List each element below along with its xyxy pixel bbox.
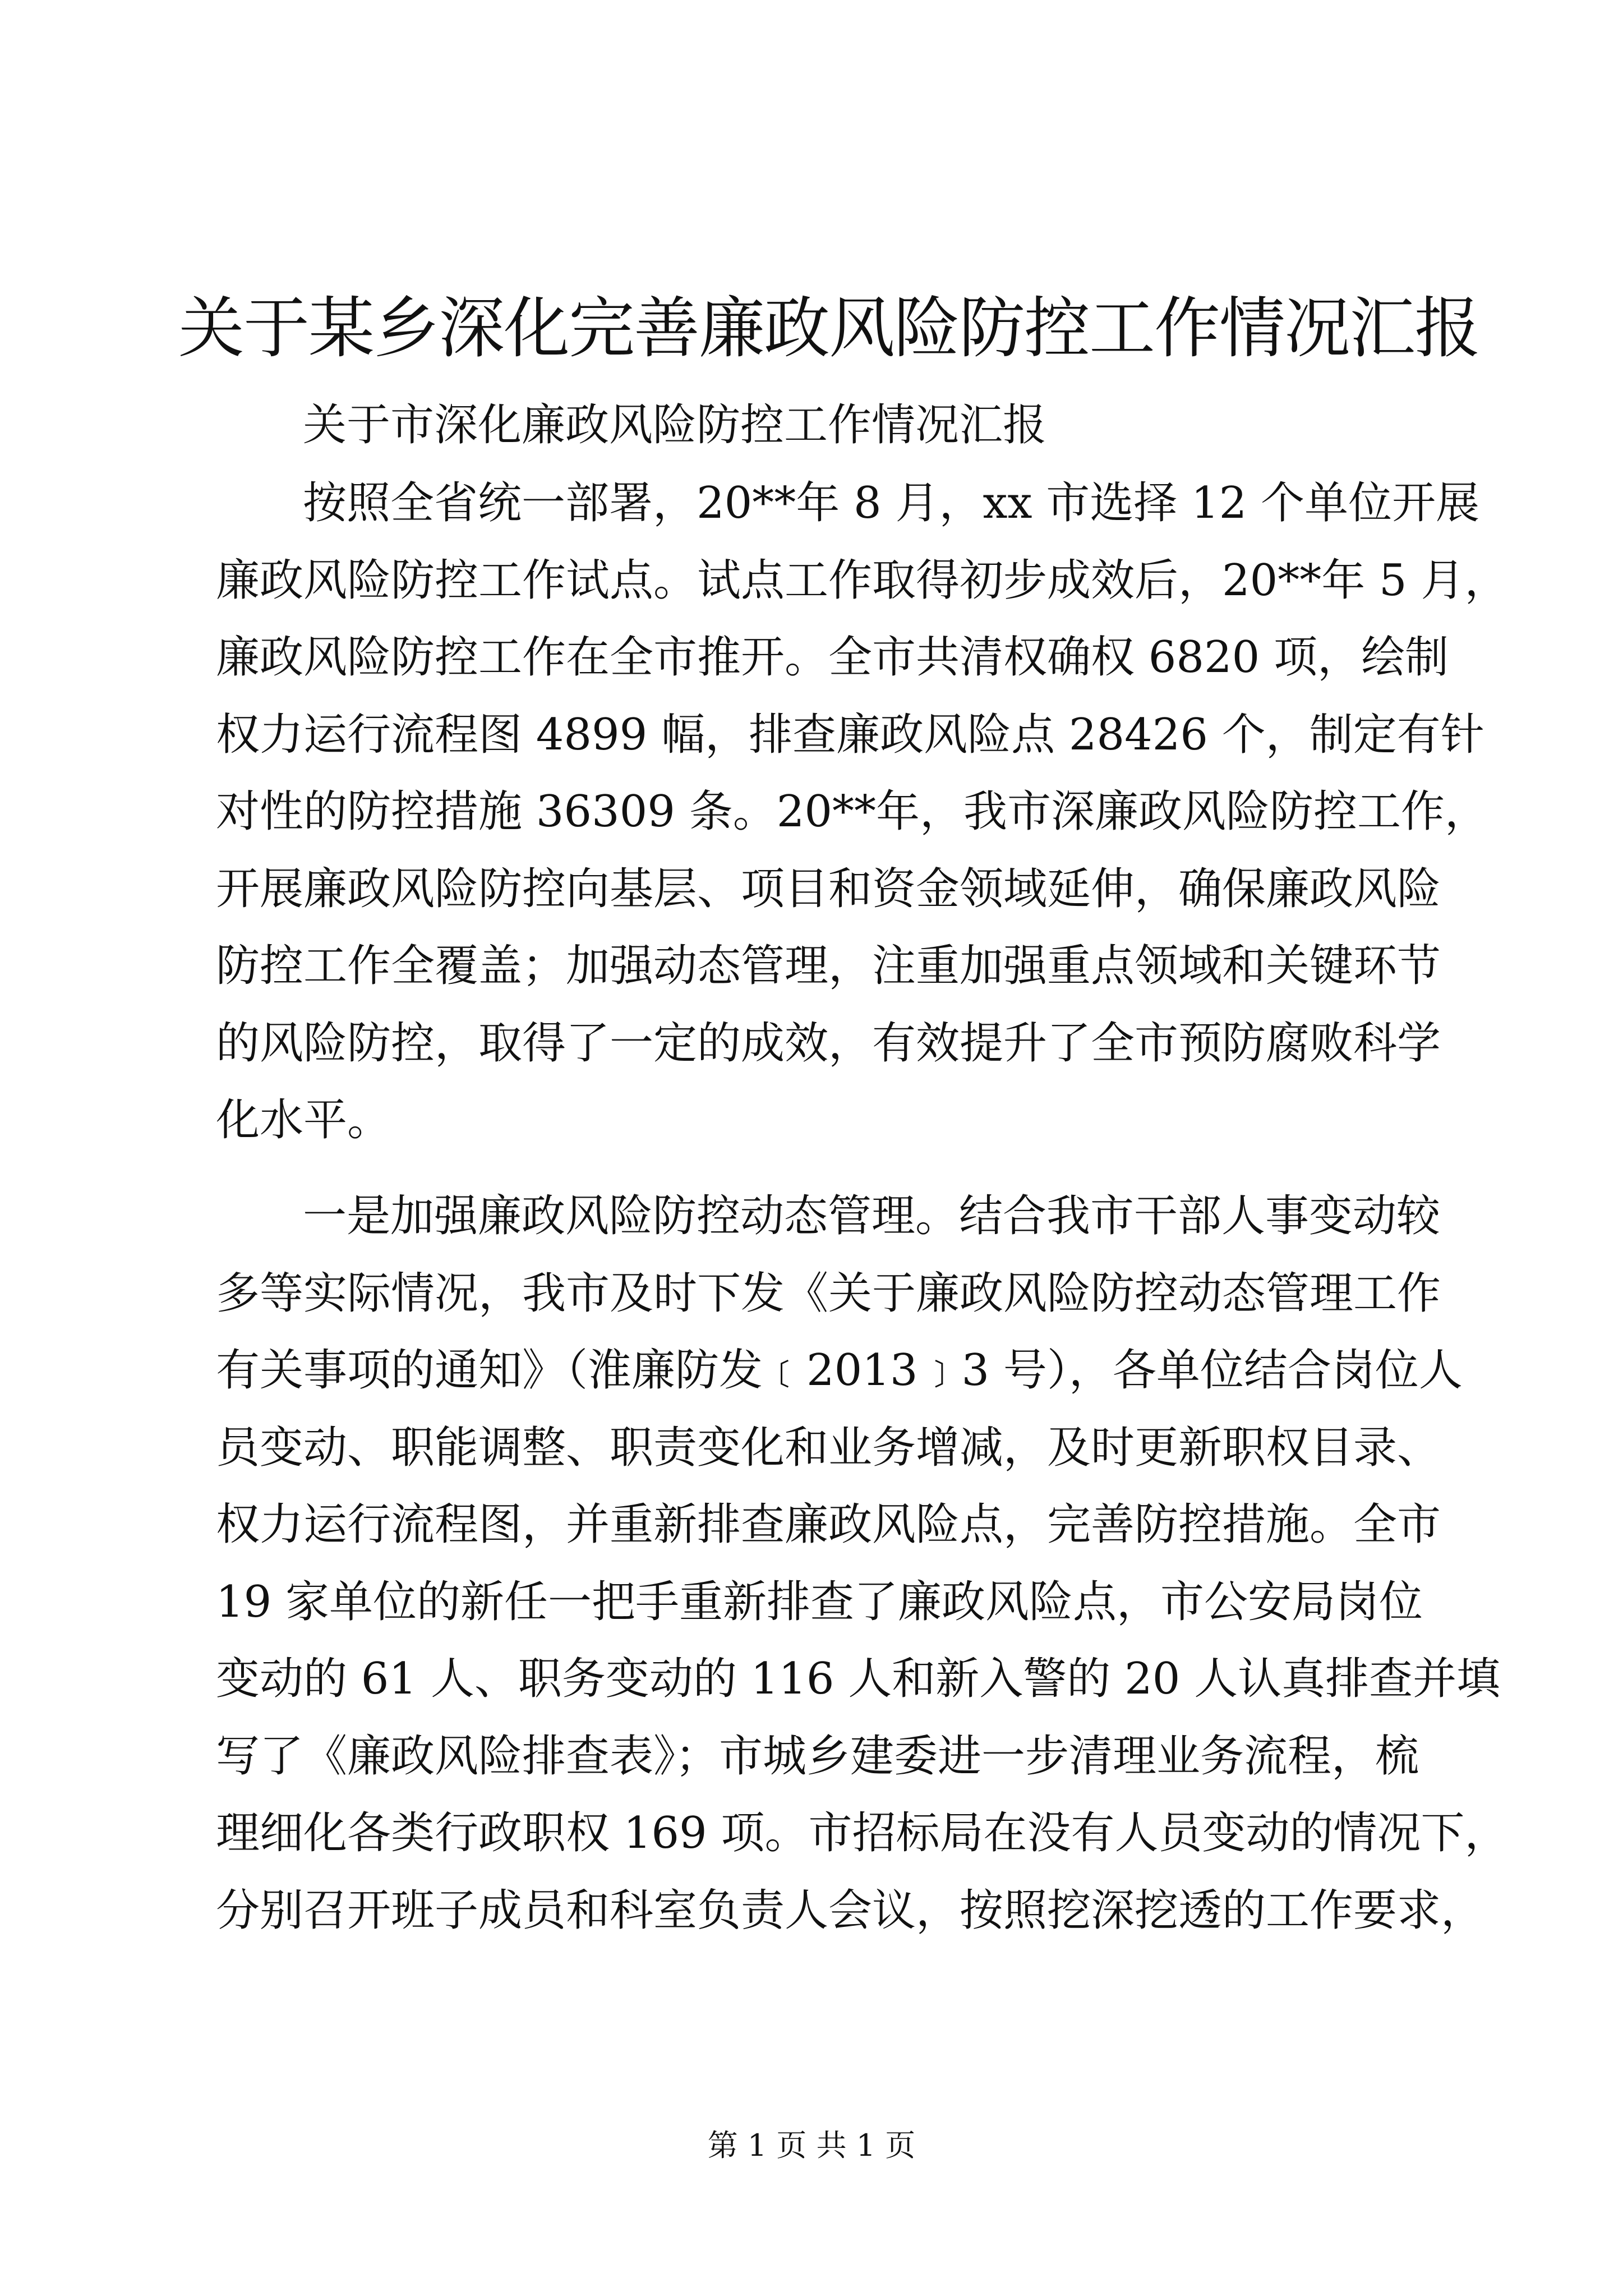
paragraph-line: 变动的 61 人、职务变动的 116 人和新入警的 20 人认真排查并填 (216, 1654, 1501, 1704)
paragraph-line: 廉政风险防控工作在全市推开。全市共清权确权 6820 项，绘制 (216, 632, 1449, 683)
paragraph-line: 对性的防控措施 36309 条。20**年，我市深廉政风险防控工作， (216, 786, 1488, 837)
paragraph-line: 员变动、职能调整、职责变化和业务增减，及时更新职权目录、 (216, 1423, 1441, 1473)
paragraph-line: 理细化各类行政职权 169 项。市招标局在没有人员变动的情况下， (216, 1808, 1509, 1858)
paragraph-line: 化水平。 (216, 1095, 391, 1145)
paragraph-line: 19 家单位的新任一把手重新排查了廉政风险点，市公安局岗位 (216, 1577, 1423, 1627)
paragraph-line: 权力运行流程图 4899 幅，排查廉政风险点 28426 个，制定有针 (216, 710, 1484, 760)
paragraph-line: 关于市深化廉政风险防控工作情况汇报 (303, 400, 1047, 450)
document-title: 关于某乡深化完善廉政风险防控工作情况汇报 (178, 289, 1480, 367)
page-footer: 第 1 页 共 1 页 (707, 2128, 916, 2163)
paragraph-line: 多等实际情况，我市及时下发《关于廉政风险防控动态管理工作 (216, 1268, 1441, 1319)
paragraph-line: 开展廉政风险防控向基层、项目和资金领域延伸，确保廉政风险 (216, 864, 1441, 914)
paragraph-line: 廉政风险防控工作试点。试点工作取得初步成效后，20**年 5 月， (216, 555, 1509, 606)
paragraph-line: 防控工作全覆盖；加强动态管理，注重加强重点领域和关键环节 (216, 941, 1441, 991)
paragraph-line: 的风险防控，取得了一定的成效，有效提升了全市预防腐败科学 (216, 1018, 1441, 1069)
paragraph-line: 有关事项的通知》（淮廉防发﹝2013﹞3 号），各单位结合岗位人 (216, 1345, 1463, 1396)
paragraph-line: 权力运行流程图，并重新排查廉政风险点，完善防控措施。全市 (216, 1499, 1441, 1550)
paragraph-line: 分别召开班子成员和科室负责人会议，按照挖深挖透的工作要求， (216, 1885, 1485, 1936)
paragraph-line: 写了《廉政风险排查表》；市城乡建委进一步清理业务流程，梳 (216, 1731, 1419, 1782)
paragraph-line: 一是加强廉政风险防控动态管理。结合我市干部人事变动较 (303, 1191, 1441, 1241)
paragraph-line: 按照全省统一部署，20**年 8 月，xx 市选择 12 个单位开展 (303, 478, 1480, 528)
